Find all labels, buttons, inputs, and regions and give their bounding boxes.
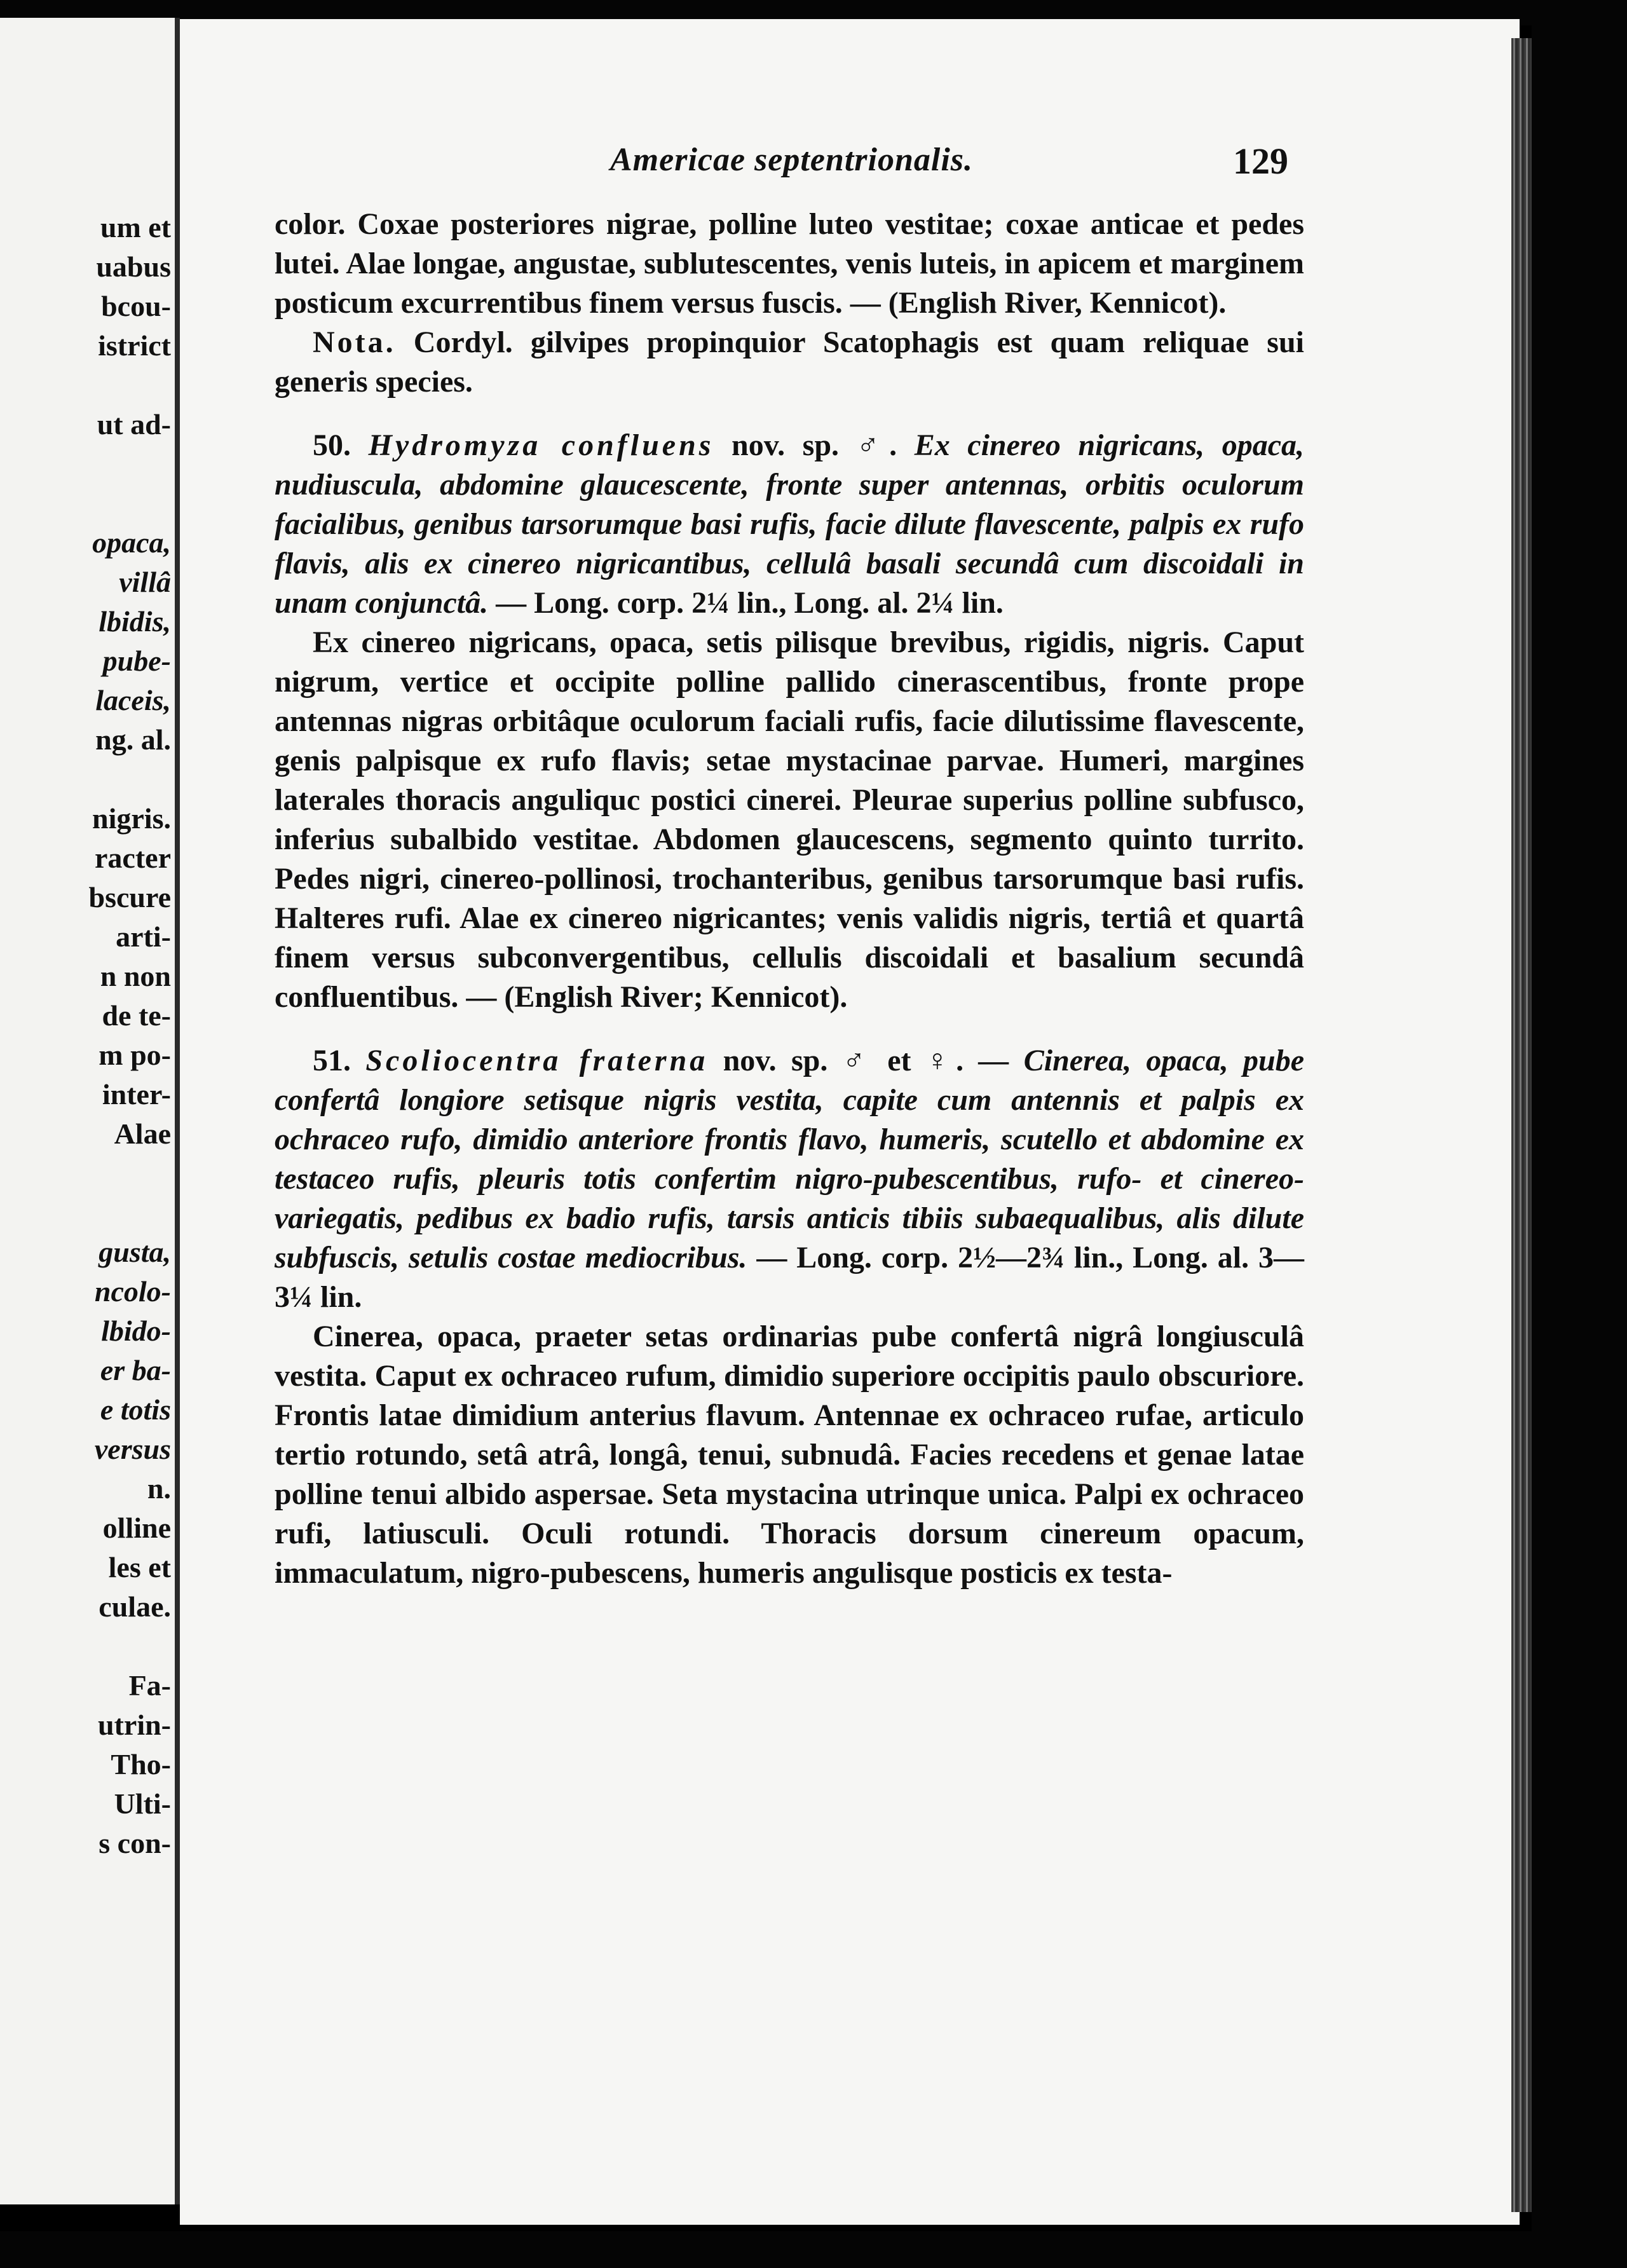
page-number: 129 [1233, 140, 1288, 182]
previous-page-line: istrict [98, 329, 171, 362]
species-50-name: Hydromyza confluens [368, 428, 714, 462]
species-51-number: 51. [313, 1044, 351, 1077]
nota-paragraph [275, 323, 1304, 402]
previous-page-line: opaca, [92, 526, 171, 559]
previous-page-line: ut ad- [97, 408, 171, 441]
nota-label: Nota. [313, 325, 396, 359]
species-50-measurements: — Long. corp. 2¼ lin., Long. al. 2¼ lin. [496, 586, 1004, 620]
previous-page-line: bcou- [101, 290, 171, 322]
previous-page-line: uabus [96, 250, 171, 283]
previous-page-line: de te- [102, 999, 171, 1032]
previous-page-line: versus [94, 1433, 171, 1465]
species-51-status: nov. sp. ♂ et ♀. [723, 1044, 964, 1077]
previous-page-line: culae. [99, 1590, 171, 1623]
species-50-diagnosis: Ex cinereo nigricans, opaca, nudiuscula, abdomine glaucescente, fronte super antennas, orbitis oculorum facialibus, genibus tarsorumque basi rufis, facie dilute flavescente, palpis ex rufo flavis, alis ex cinereo nigricantibus, cellulâ basali secundâ cum discoidali in unam conjunctâ. [275, 428, 1305, 620]
previous-page-line: e totis [100, 1393, 171, 1426]
previous-page-line: lbidis, [99, 605, 171, 638]
species-51-entry [275, 1041, 1304, 1317]
previous-page-line: s con- [99, 1827, 171, 1859]
previous-page-line: m po- [99, 1039, 171, 1071]
species-51-name: Scoliocentra fraterna [365, 1044, 709, 1077]
previous-page-line: racter [95, 842, 171, 874]
page-body [275, 205, 1304, 1593]
previous-page-line: utrin- [98, 1709, 171, 1741]
previous-page-line: Alae [114, 1117, 171, 1150]
previous-page-line: Ulti- [114, 1787, 171, 1820]
scan-border-bottom [0, 2231, 1627, 2268]
previous-page-line: villâ [119, 566, 171, 598]
species-51-measurements: — Long. corp. 2½—2¾ lin., Long. al. 3—3¼ lin. [275, 1241, 1305, 1314]
previous-page-line: laceis, [95, 684, 171, 716]
previous-page-line: Tho- [111, 1748, 171, 1780]
previous-page-line: bscure [88, 881, 171, 913]
previous-page-line: Fa- [128, 1669, 171, 1702]
species-50-number: 50. [313, 428, 351, 462]
previous-page-line: olline [102, 1512, 171, 1544]
species-51-diagnosis: — Cinerea, opaca, pube confertâ longiore setisque nigris vestita, capite cum antennis et palpis ex ochraceo rufo, dimidio anteriore frontis flavo, humeris, scutello et abdomine ex testaceo rufis, pleuris totis confertim nigro-pubescentibus, rufo- et cinereo-variegatis, pedibus ex badio rufis, tarsis anticis tibiis subaequalibus, alis dilute subfuscis, setulis costae mediocribus. [275, 1044, 1305, 1274]
species-50-status: nov. sp. ♂. [732, 428, 897, 462]
previous-page-line: les et [108, 1551, 171, 1583]
species-51-description: Cinerea, opaca, praeter setas ordinarias pube confertâ nigrâ longiusculâ vestita. Caput ex ochraceo rufum, dimidio superiore occipitis paulo obscuriore. Frontis latae dimidium anterius flavum. Antennae ex ochraceo rufae, articulo tertio rotundo, setâ atrâ, longâ, tenui, subnudâ. Facies recedens et genae latae polline tenui albido aspersae. Seta mystacina utrinque unica. Palpi ex ochraceo rufi, latiusculi. Oculi rotundi. Thoracis dorsum cinereum opacum, immaculatum, nigro-pubescens, humeris angulisque posticis ex testa- [275, 1320, 1304, 1590]
previous-page-line: er ba- [100, 1354, 171, 1386]
previous-page-line: pube- [102, 645, 171, 677]
previous-page-strip [0, 18, 180, 2204]
previous-page-line: inter- [102, 1078, 171, 1110]
paragraph-continuation: color. Coxae posteriores nigrae, polline luteo vestitae; coxae anticae et pedes lutei. Alae longae, angustae, sublutescentes, venis luteis, in apicem et marginem posticum excurrentibus finem versus fuscis. — (English River, Kennicot). [275, 207, 1304, 320]
species-50-entry [275, 426, 1304, 623]
previous-page-line: n. [147, 1472, 171, 1505]
previous-page-line: um et [100, 211, 171, 243]
previous-page-line: arti- [116, 920, 171, 953]
previous-page-line: ng. al. [95, 723, 171, 756]
nota-text: Cordyl. gilvipes propinquior Scatophagis est quam reliquae sui generis species. [275, 325, 1305, 399]
previous-page-line: lbido- [101, 1315, 171, 1347]
running-head: Americae septentrionalis. [610, 142, 973, 178]
species-50-description: Ex cinereo nigricans, opaca, setis pilisque brevibus, rigidis, nigris. Caput nigrum, vertice et occipite polline pallido cinerascentibus, fronte prope antennas nigras orbitâque oculorum faciali rufis, facie dilutissime flavescente, genis palpisque ex rufo flavis; setae mystacinae parvae. Humeri, margines laterales thoracis anguliquc postici cinerei. Pleurae superius polline subfusco, inferius subalbido vestitae. Abdomen glaucescens, segmento quinto turrito. Pedes nigri, cinereo-pollinosi, trochanteribus, genibus tarsorumque basi rufis. Halteres rufi. Alae ex cinereo nigricantes; venis validis nigris, tertiâ et quartâ finem versus subconvergentibus, cellulis discoidali et basalium secundâ confluentibus. — (English River; Kennicot). [275, 625, 1304, 1014]
previous-page-line: n non [100, 960, 171, 992]
previous-page-line: gusta, [99, 1236, 171, 1268]
previous-page-line: nigris. [92, 802, 171, 835]
scan-border-right [1532, 0, 1627, 2268]
previous-page-line: ncolo- [94, 1275, 171, 1308]
